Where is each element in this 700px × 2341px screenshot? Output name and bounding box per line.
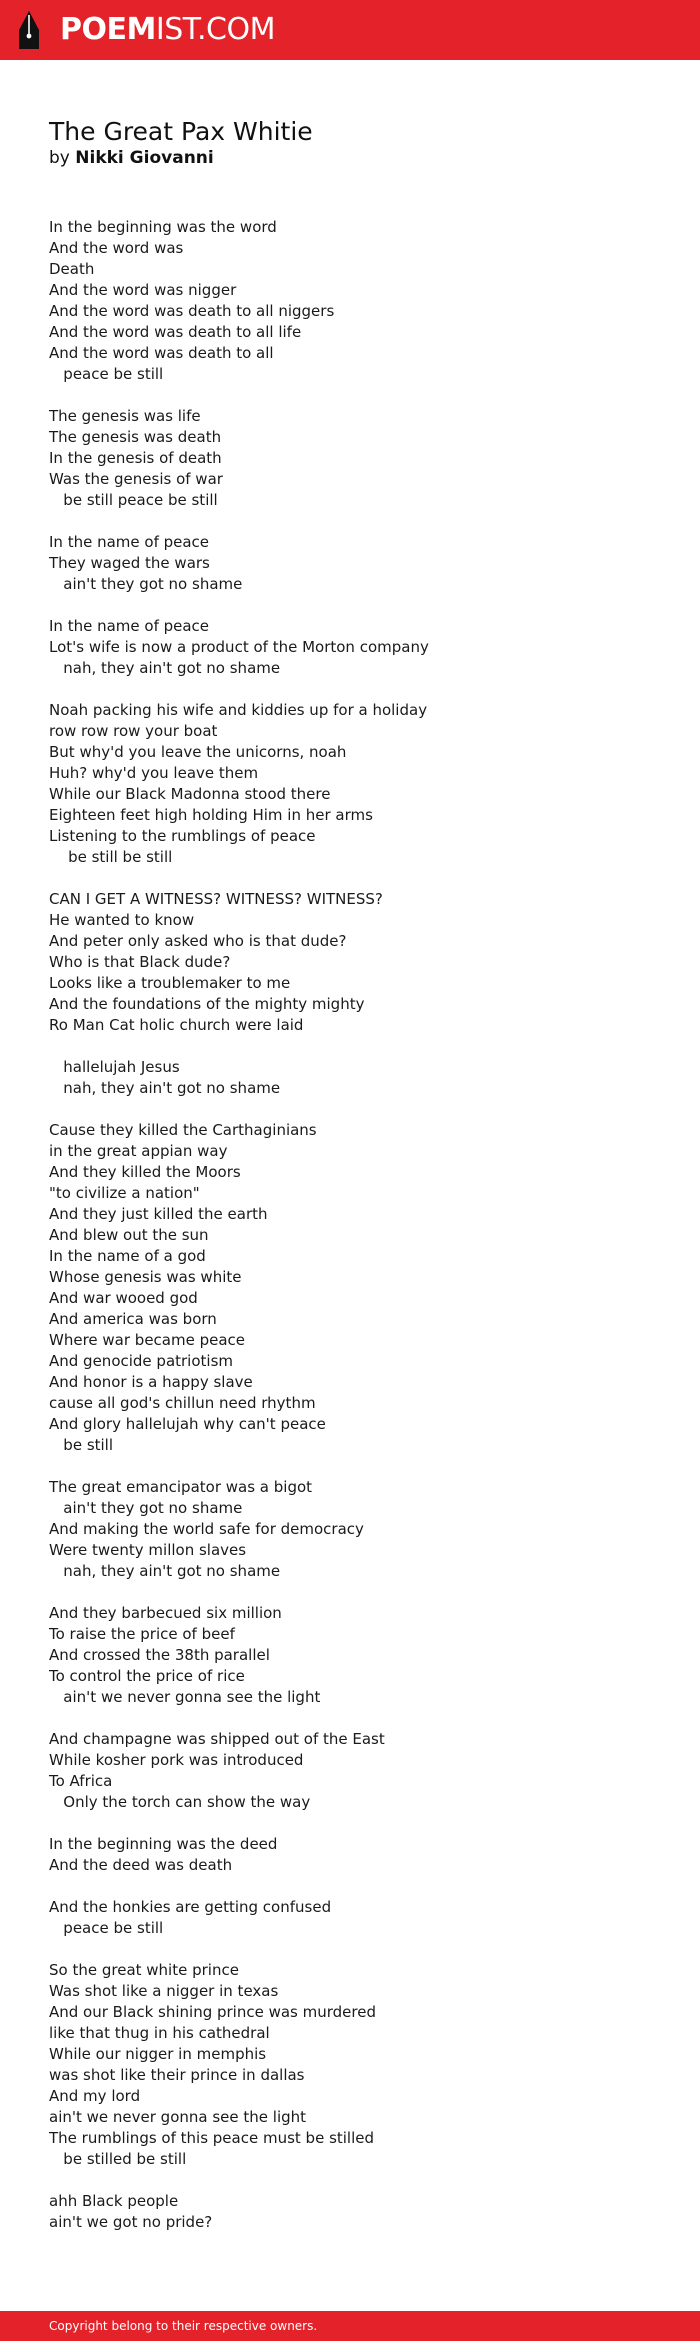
poem-line: In the name of peace (49, 533, 210, 551)
poem-line: nah, they ain't got no shame (49, 659, 281, 677)
poem-line: And war wooed god (49, 1289, 198, 1307)
poem-line: be still (49, 1436, 114, 1454)
poem-line: And the word was death to all life (49, 323, 302, 341)
site-header (0, 0, 700, 60)
stanza-break (49, 511, 659, 532)
poem-line: And our Black shining prince was murdered (49, 2003, 376, 2021)
stanza-break (49, 595, 659, 616)
poem-line: Only the torch can show the way (49, 1793, 311, 1811)
poem-line: ain't we never gonna see the light (49, 1688, 321, 1706)
poem-line: They waged the wars (49, 554, 210, 572)
poem-line: ahh Black people (49, 2192, 179, 2210)
poem-line: And honor is a happy slave (49, 1373, 253, 1391)
poem-line: Cause they killed the Carthaginians (49, 1121, 317, 1139)
poem-line: nah, they ain't got no shame (49, 1079, 281, 1097)
poem-line: And the foundations of the mighty mighty (49, 995, 365, 1013)
poem-line: The genesis was death (49, 428, 222, 446)
poem-line: be still peace be still (49, 491, 218, 509)
stanza-break (49, 679, 659, 700)
poem-line: To raise the price of beef (49, 1625, 235, 1643)
poem-body (49, 217, 659, 2233)
poem-line: In the beginning was the deed (49, 1835, 278, 1853)
poem-line: While kosher pork was introduced (49, 1751, 304, 1769)
poem-line: And they barbecued six million (49, 1604, 282, 1622)
poem-line: ain't they got no shame (49, 575, 243, 593)
stanza-break (49, 1582, 659, 1603)
poem-line: And america was born (49, 1310, 217, 1328)
stanza-break (49, 385, 659, 406)
poem-line: Was the genesis of war (49, 470, 223, 488)
poem-line: And crossed the 38th parallel (49, 1646, 270, 1664)
poem-line: So the great white prince (49, 1961, 239, 1979)
poem-line: In the name of a god (49, 1247, 206, 1265)
poem-line: Where war became peace (49, 1331, 246, 1349)
poem-line: To Africa (49, 1772, 113, 1790)
poem-line: The great emancipator was a bigot (49, 1478, 313, 1496)
poem-line: Lot's wife is now a product of the Morton company (49, 638, 429, 656)
poem-line: He wanted to know (49, 911, 195, 929)
logo-text-bold: POEM (60, 12, 156, 47)
poem-line: And making the world safe for democracy (49, 1520, 364, 1538)
stanza-break (49, 1099, 659, 1120)
stanza-break (49, 1939, 659, 1960)
poem-line: Death (49, 260, 95, 278)
poem-line: While our Black Madonna stood there (49, 785, 331, 803)
poem-line: And the word was nigger (49, 281, 237, 299)
by-label: by (49, 148, 70, 168)
poem-line: CAN I GET A WITNESS? WITNESS? WITNESS? (49, 890, 383, 908)
poem-line: And the word was death to all (49, 344, 274, 362)
quill-pen-icon[interactable] (17, 10, 41, 50)
poem-line: ain't they got no shame (49, 1499, 243, 1517)
poem-line: Were twenty millon slaves (49, 1541, 247, 1559)
poem-line: But why'd you leave the unicorns, noah (49, 743, 347, 761)
poem-line: was shot like their prince in dallas (49, 2066, 305, 2084)
poem-line: And they killed the Moors (49, 1163, 241, 1181)
poem-line: Eighteen feet high holding Him in her arms (49, 806, 373, 824)
poem-line: peace be still (49, 1919, 164, 1937)
stanza-break (49, 1708, 659, 1729)
poem-line: And the word was death to all niggers (49, 302, 335, 320)
poem-line: The genesis was life (49, 407, 201, 425)
byline (49, 146, 214, 170)
copyright-text: Copyright belong to their respective owners. (49, 2319, 318, 2333)
poem-line: in the great appian way (49, 1142, 228, 1160)
poem-line: Ro Man Cat holic church were laid (49, 1016, 304, 1034)
poem-line: hallelujah Jesus (49, 1058, 180, 1076)
poem-line: be stilled be still (49, 2150, 187, 2168)
poem-line: "to civilize a nation" (49, 1184, 200, 1202)
poem-line: Noah packing his wife and kiddies up for a holiday (49, 701, 428, 719)
stanza-break (49, 1813, 659, 1834)
stanza-break (49, 2170, 659, 2191)
stanza-break (49, 1456, 659, 1477)
site-footer (0, 2311, 700, 2341)
poem-line: Listening to the rumblings of peace (49, 827, 316, 845)
site-logo[interactable] (60, 13, 275, 47)
poem-line: And they just killed the earth (49, 1205, 268, 1223)
poem-line: And the word was (49, 239, 184, 257)
poem-line: And my lord (49, 2087, 141, 2105)
poem-line: And glory hallelujah why can't peace (49, 1415, 326, 1433)
poem-line: Whose genesis was white (49, 1268, 242, 1286)
poem-line: While our nigger in memphis (49, 2045, 267, 2063)
poem-line: ain't we never gonna see the light (49, 2108, 307, 2126)
poem-line: In the name of peace (49, 617, 210, 635)
poem-line: To control the price of rice (49, 1667, 245, 1685)
stanza-break (49, 1036, 659, 1057)
poem-line: And champagne was shipped out of the East (49, 1730, 385, 1748)
logo-text-light: IST.COM (155, 12, 275, 47)
poem-line: The rumblings of this peace must be stilled (49, 2129, 375, 2147)
stanza-break (49, 1876, 659, 1897)
poem-line: Who is that Black dude? (49, 953, 231, 971)
poem-line: like that thug in his cathedral (49, 2024, 270, 2042)
poem-line: peace be still (49, 365, 164, 383)
poem-line: And the honkies are getting confused (49, 1898, 332, 1916)
poem-line: be still be still (49, 848, 173, 866)
stanza-break (49, 868, 659, 889)
poem-line: cause all god's chillun need rhythm (49, 1394, 316, 1412)
poem-line: And the deed was death (49, 1856, 233, 1874)
poem-line: In the genesis of death (49, 449, 222, 467)
author-name: Nikki Giovanni (75, 148, 214, 168)
poem-line: Huh? why'd you leave them (49, 764, 259, 782)
poem-title: The Great Pax Whitie (49, 117, 313, 146)
poem-line: And blew out the sun (49, 1226, 209, 1244)
poem-line: Looks like a troublemaker to me (49, 974, 291, 992)
poem-line: row row row your boat (49, 722, 218, 740)
poem-line: And genocide patriotism (49, 1352, 234, 1370)
poem-line: In the beginning was the word (49, 218, 277, 236)
poem-line: ain't we got no pride? (49, 2213, 213, 2231)
poem-line: And peter only asked who is that dude? (49, 932, 347, 950)
poem-line: Was shot like a nigger in texas (49, 1982, 279, 2000)
poem-line: nah, they ain't got no shame (49, 1562, 281, 1580)
